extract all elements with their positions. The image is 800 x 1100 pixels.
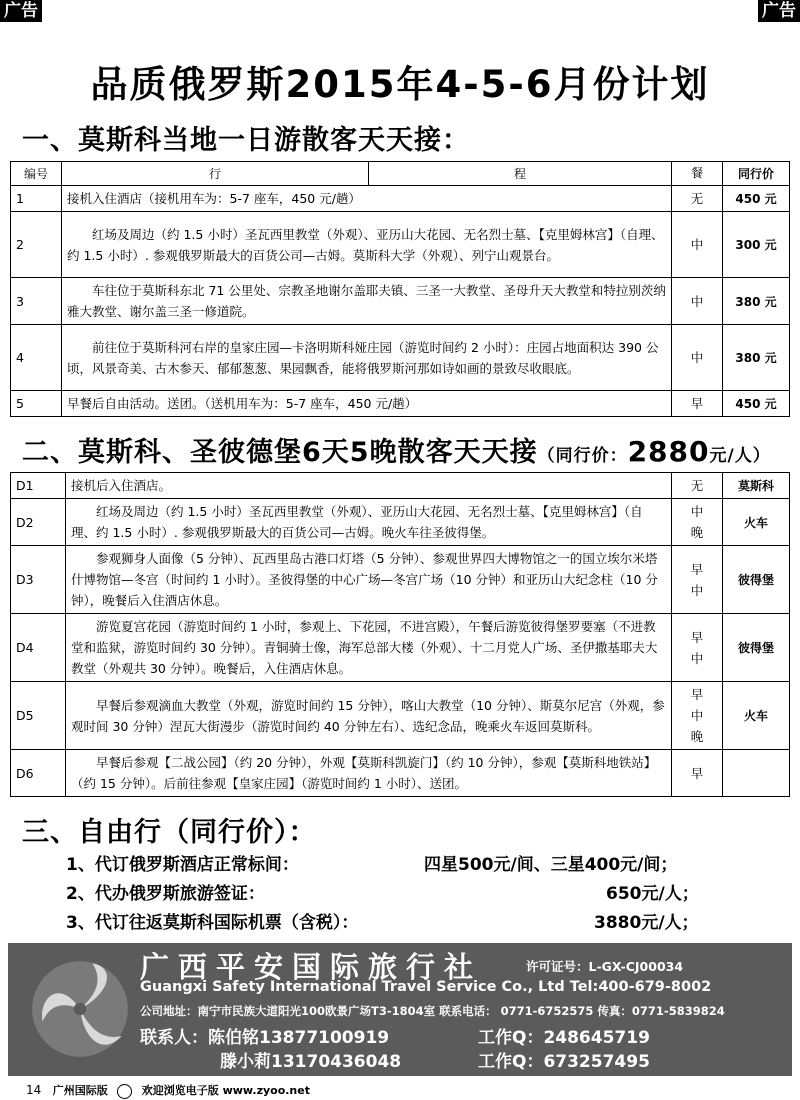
contact-person-1: 联系人：陈伯铭13877100919: [140, 1028, 390, 1048]
row-itinerary: 车往位于莫斯科东北 71 公里处、宗教圣地谢尔盖耶夫镇、三圣一大教堂、圣母升天大教堂和特拉别茨纳雅大教堂、谢尔盖三圣一修道院。: [62, 278, 672, 325]
contact-person-2: 滕小莉13170436048: [220, 1052, 402, 1072]
freetour-item-2-label: 2、代办俄罗斯旅游签证：: [66, 884, 265, 904]
row-meal: 中: [672, 278, 723, 325]
row-no: 4: [11, 325, 62, 391]
page-footer: [26, 1082, 310, 1099]
table-row: [11, 325, 790, 391]
freetour-item-1-label: 1、代订俄罗斯酒店正常标间：: [66, 855, 299, 875]
row-meal: 早 中: [672, 546, 723, 614]
row-meal: 中: [672, 325, 723, 391]
header-itinerary-2: 程: [369, 162, 672, 186]
publication-name: 广州国际版: [52, 1084, 108, 1097]
ad-label-right: 广告: [758, 0, 800, 22]
row-itinerary: 前往位于莫斯科河右岸的皇家庄园—卡洛明斯科娅庄园（游览时间约 2 小时）：庄园占地面积达 390 公顷，风景奇美、古木参天、郁郁葱葱、果园飘香，能将俄罗斯河那如诗如画的景致尽收眼底。: [62, 325, 672, 391]
row-meal: 早: [672, 750, 723, 797]
section1-header-row: [11, 162, 790, 186]
section2-price-value: 2880: [627, 435, 710, 468]
header-meal: 餐: [672, 162, 723, 186]
row-price: 380 元: [723, 325, 790, 391]
table-row: [11, 473, 790, 499]
table-row: [11, 614, 790, 682]
company-footer: [8, 943, 792, 1076]
section3-heading: 三、自由行（同行价）：: [22, 817, 317, 848]
row-itinerary: 早餐后自由活动。送团。（送机用车为：5-7 座车，450 元/趟）: [62, 391, 672, 417]
contact-qq-2: 工作Q：673257495: [478, 1052, 650, 1072]
row-no: 3: [11, 278, 62, 325]
row-stay: 火车: [723, 499, 790, 546]
row-day: D6: [11, 750, 66, 797]
row-day: D4: [11, 614, 66, 682]
company-name: 广西平安国际旅行社: [140, 950, 483, 984]
license-number: 许可证号：L-GX-CJ00034: [526, 959, 684, 974]
section2-heading-line: [22, 430, 771, 469]
table-row: [11, 278, 790, 325]
table-row: [11, 212, 790, 278]
section2-price-unit: 元/人）: [709, 446, 771, 466]
row-itinerary: 接机后入住酒店。: [66, 473, 672, 499]
freetour-item-1-price: 四星500元/间、三星400元/间；: [424, 855, 678, 875]
row-price: 450 元: [723, 391, 790, 417]
row-meal: 中 晚: [672, 499, 723, 546]
row-meal: 早 中 晚: [672, 682, 723, 750]
company-logo-icon: [28, 957, 132, 1061]
row-itinerary: 红场及周边（约 1.5 小时）圣瓦西里教堂（外观）、亚历山大花园、无名烈士墓、【克里姆林宫】（自理、约 1.5 小时）. 参观俄罗斯最大的百货公司—古姆。晚火车往圣彼得堡。: [66, 499, 672, 546]
row-meal: 无: [672, 186, 723, 212]
section2-heading: 二、莫斯科、圣彼德堡6天5晚散客天天接: [22, 437, 538, 468]
row-meal: 早 中: [672, 614, 723, 682]
freetour-item-3-price: 3880元/人；: [594, 913, 699, 933]
row-price: 450 元: [723, 186, 790, 212]
website-note: 欢迎浏览电子版 www.zyoo.net: [141, 1084, 310, 1097]
header-price: 同行价: [723, 162, 790, 186]
row-stay: 莫斯科: [723, 473, 790, 499]
row-stay: [723, 750, 790, 797]
header-no: 编号: [11, 162, 62, 186]
page-title: 品质俄罗斯2015年4-5-6月份计划: [90, 63, 710, 106]
row-itinerary: 早餐后参观【二战公园】（约 20 分钟），外观【莫斯科凯旋门】（约 10 分钟），参观【莫斯科地铁站】（约 15 分钟）。后前往参观【皇家庄园】（游览时间约 1 小时）、送团。: [66, 750, 672, 797]
row-stay: 彼得堡: [723, 614, 790, 682]
section2-price-label: （同行价：: [537, 446, 628, 466]
row-meal: 中: [672, 212, 723, 278]
table-row: [11, 682, 790, 750]
section2-table: [10, 472, 790, 797]
row-price: 300 元: [723, 212, 790, 278]
table-row: [11, 546, 790, 614]
row-meal: 无: [672, 473, 723, 499]
freetour-item-3-label: 3、代订往返莫斯科国际机票（含税）：: [66, 913, 359, 933]
section1-heading: 一、莫斯科当地一日游散客天天接：: [22, 125, 470, 156]
table-row: [11, 499, 790, 546]
row-no: 5: [11, 391, 62, 417]
publication-logo-icon: [117, 1084, 132, 1099]
row-itinerary: 红场及周边（约 1.5 小时）圣瓦西里教堂（外观）、亚历山大花园、无名烈士墓、【克里姆林宫】（自理、约 1.5 小时）. 参观俄罗斯最大的百货公司—古姆。莫斯科大学（外观）、列宁山观景台。: [62, 212, 672, 278]
row-itinerary: 游览夏宫花园（游览时间约 1 小时，参观上、下花园，不进宫殿），午餐后游览彼得堡罗要塞（不进教堂和监狱，游览时间约 30 分钟）。青铜骑士像，海军总部大楼（外观）、十二月党人广场、圣伊撒基耶夫大教堂（外观共 30 分钟）。晚餐后，入住酒店休息。: [66, 614, 672, 682]
row-day: D5: [11, 682, 66, 750]
table-row: [11, 186, 790, 212]
contact-qq-1: 工作Q：248645719: [478, 1028, 650, 1048]
ad-label-left: 广告: [0, 0, 42, 22]
row-meal: 早: [672, 391, 723, 417]
row-stay: 彼得堡: [723, 546, 790, 614]
table-row: [11, 750, 790, 797]
row-itinerary: 参观狮身人面像（5 分钟）、瓦西里岛古港口灯塔（5 分钟）、参观世界四大博物馆之一的国立埃尔米塔什博物馆—冬宫（时间约 1 小时）。圣彼得堡的中心广场—冬宫广场（10 分钟）和亚历山大纪念柱（10 分钟），晚餐后入住酒店休息。: [66, 546, 672, 614]
row-no: 2: [11, 212, 62, 278]
freetour-item-2-price: 650元/人；: [606, 884, 699, 904]
row-itinerary: 接机入住酒店（接机用车为：5-7 座车，450 元/趟）: [62, 186, 672, 212]
row-day: D3: [11, 546, 66, 614]
row-stay: 火车: [723, 682, 790, 750]
row-price: 380 元: [723, 278, 790, 325]
page-number: 14: [26, 1083, 42, 1097]
company-address: 公司地址：南宁市民族大道阳光100欧景广场T3-1804室 联系电话： 0771-6752575 传真：0771-5839824: [140, 1004, 725, 1018]
section1-table: [10, 161, 790, 417]
table-row: [11, 391, 790, 417]
row-day: D1: [11, 473, 66, 499]
row-day: D2: [11, 499, 66, 546]
company-english-name: Guangxi Safety International Travel Service Co., Ltd Tel:400-679-8002: [140, 979, 712, 995]
row-no: 1: [11, 186, 62, 212]
row-itinerary: 早餐后参观滴血大教堂（外观，游览时间约 15 分钟），喀山大教堂（10 分钟）、斯莫尔尼宫（外观，参观时间 30 分钟）涅瓦大街漫步（游览时间约 40 分钟左右）、选纪念品，晚乘火车返回莫斯科。: [66, 682, 672, 750]
header-itinerary-1: 行: [62, 162, 369, 186]
